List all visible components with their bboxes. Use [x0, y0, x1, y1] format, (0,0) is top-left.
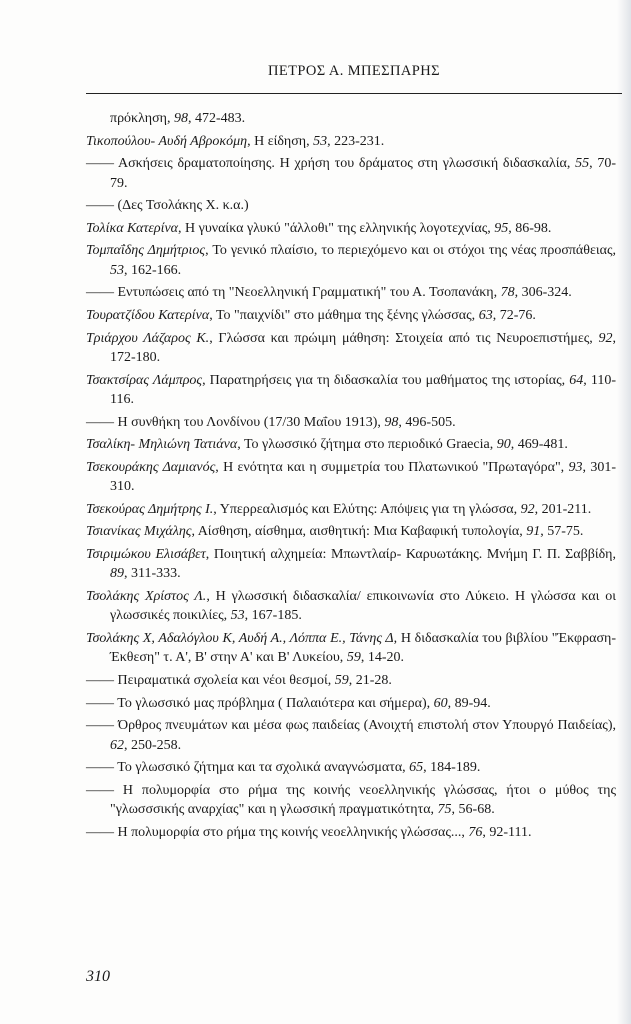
entry-author: Τικοπούλου- Αυδή Αβροκόμη [86, 133, 248, 149]
entry-volume: 65 [409, 760, 424, 776]
entry-pages: , 72-76. [492, 307, 536, 323]
entry-pages: , 14-20. [360, 650, 404, 666]
entry-author: Τσαλίκη- Μηλιώνη Τατιάνα [86, 437, 238, 453]
entry-volume: 53 [110, 262, 124, 278]
entry-title: , Η γλωσσική διδασκαλία/ επικοινωνία στο Λύκειο. Η γλώσσα και οι γλωσσικές ποικιλίες, [110, 588, 616, 624]
repeat-author-dash: —— [86, 198, 118, 214]
entry-title: Η πολυμορφία στο ρήμα της κοινής νεοελληνικής γλώσσας..., [117, 824, 469, 840]
entry-author: Τσολάκης Χρίστος Λ. [86, 588, 207, 604]
index-entry [86, 109, 616, 128]
entry-title: , Υπερρεαλισμός και Ελύτης: Απόψεις για τη γλώσσα, [213, 501, 521, 517]
entry-volume: 92 [520, 501, 535, 517]
entry-author: Τσακτσίρας Λάμπρος [86, 372, 203, 388]
entry-title: Η συνθήκη του Λονδίνου (17/30 Μαΐου 1913), [117, 414, 385, 430]
entry-pages: , 21-28. [348, 672, 392, 688]
entry-volume: 55 [575, 156, 590, 172]
entry-volume: 60 [433, 695, 448, 711]
entry-title: Το γλωσσικό ζήτημα και τα σχολικά αναγνώσματα, [117, 760, 410, 776]
index-entry [86, 694, 616, 713]
index-entry [86, 629, 616, 668]
repeat-author-dash: —— [86, 824, 118, 840]
entry-pages: , 89-94. [447, 695, 491, 711]
entry-pages: , 110-116. [110, 372, 616, 407]
index-entry [86, 587, 616, 626]
entry-title: , Η διδασκαλία του βιβλίου "Έκφραση- Έκθεση" τ. Α', Β' στην Α' και Β' Λυκείου, [110, 630, 616, 666]
entry-pages: , 70-79. [110, 156, 616, 191]
index-entry [86, 306, 616, 325]
entry-title: Το γλωσσικό μας πρόβλημα ( Παλαιότερα και σήμερα), [117, 695, 434, 711]
entry-title: , Παρατηρήσεις για τη διδασκαλία του μαθήματος της ιστορίας, [202, 372, 570, 388]
entry-volume: 91 [526, 524, 541, 540]
index-entry [86, 329, 616, 368]
entry-volume: 98 [384, 414, 399, 430]
entry-volume: 59 [346, 650, 361, 666]
index-entry [86, 154, 616, 193]
entry-pages: , 301-310. [110, 459, 616, 495]
repeat-author-dash: —— [86, 782, 123, 798]
entry-volume: 63 [478, 307, 493, 323]
index-entry [86, 219, 616, 238]
repeat-author-dash: —— [86, 695, 118, 711]
repeat-author-dash: —— [86, 760, 118, 776]
entry-title: , Ποιητική αλχημεία: Μπωντλαίρ- Καρυωτάκης. Μνήμη Γ. Π. Σαββίδη, [205, 546, 616, 562]
entry-title: Όρθρος πνευμάτων και μέσα φως παιδείας (Ανοιχτή επιστολή στον Υπουργό Παιδείας), [117, 718, 617, 734]
entry-author: Τολίκα Κατερίνα [86, 220, 179, 236]
entry-pages: , 56-68. [451, 802, 495, 818]
index-entry [86, 545, 616, 584]
entry-volume: 89 [110, 566, 124, 582]
index-entry [86, 371, 616, 410]
entry-volume: 64 [569, 372, 584, 388]
entry-volume: 90 [496, 437, 511, 453]
repeat-author-dash: —— [86, 718, 118, 734]
repeat-author-dash: —— [86, 414, 118, 430]
entry-pages: , 306-324. [514, 285, 572, 301]
entry-pages: , 92-111. [482, 824, 532, 840]
entry-volume: 59 [334, 672, 349, 688]
index-entry [86, 823, 616, 842]
entry-volume: 53 [230, 608, 245, 624]
entry-pages: , 184-189. [423, 760, 481, 776]
entry-volume: 78 [500, 285, 515, 301]
entry-pages: , 469-481. [510, 437, 568, 453]
entry-pages: , 162-166. [124, 262, 182, 278]
page-number: 310 [86, 968, 110, 985]
entry-title: (Δες Τσολάκης Χ. κ.α.) [117, 198, 249, 214]
entry-title: Ασκήσεις δραματοποίησης. Η χρήση του δράματος στη γλωσσική διδασκαλία, [117, 156, 576, 172]
entry-author: Τσεκουράκης Δαμιανός [86, 459, 216, 475]
index-entry [86, 413, 616, 432]
entry-title: Η πολυμορφία στο ρήμα της κοινής νεοελληνικής γλώσσας, ήτοι ο μύθος της "γλωσσσικής αναρχίας" και η γλωσσική πραγματικότητα, [110, 782, 617, 818]
entry-pages: , 57-75. [540, 524, 584, 540]
entry-title: Εντυπώσεις από τη "Νεοελληνική Γραμματική" του Α. Τσοπανάκη, [117, 285, 501, 301]
entry-title: πρόκληση, [110, 111, 174, 126]
index-entry [86, 716, 616, 755]
entry-volume: 76 [468, 824, 483, 840]
repeat-author-dash: —— [86, 156, 118, 172]
entry-title: , Η είδηση, [247, 133, 314, 149]
entry-title: , Γλώσσα και πρώιμη μάθηση: Στοιχεία από τις Νευροεπιστήμες, [209, 330, 599, 346]
entry-pages: , 311-333. [124, 566, 181, 582]
index-entry [86, 781, 616, 820]
entry-volume: 62 [110, 737, 124, 753]
entry-title: Πειραματικά σχολεία και νέοι θεσμοί, [117, 672, 335, 688]
entry-pages: , 496-505. [398, 414, 456, 430]
index-entry [86, 671, 616, 690]
entry-title: , Το γενικό πλαίσιο, το περιεχόμενο και οι στόχοι της νέας προσπάθειας, [205, 243, 616, 259]
entry-author: Τουρατζίδου Κατερίνα [86, 307, 210, 323]
entry-author: Τσιανίκας Μιχάλης [86, 524, 192, 540]
entry-title: , Το γλωσσικό ζήτημα στο περιοδικό Graecia, [237, 437, 497, 453]
index-entry [86, 458, 616, 497]
entry-pages: , 223-231. [327, 133, 385, 149]
entry-author: Τσολάκης Χ, Αδαλόγλου Κ, Αυδή Α., Λόππα Ε., Τάνης Δ [86, 630, 394, 646]
entry-volume: 98 [173, 111, 188, 126]
entry-author: Τομπαΐδης Δημήτριος [86, 243, 206, 259]
entry-pages: , 172-180. [110, 330, 616, 365]
entry-volume: 93 [568, 459, 583, 475]
index-entry [86, 758, 616, 777]
index-entry [86, 522, 616, 541]
entry-title: , Η ενότητα και η συμμετρία του Πλατωνικού "Πρωταγόρα", [215, 459, 569, 475]
repeat-author-dash: —— [86, 672, 118, 688]
entry-author: Τσιριμώκου Ελισάβετ [86, 546, 206, 562]
index-entry [86, 500, 616, 519]
entry-pages: , 250-258. [124, 737, 182, 753]
index-entry [86, 435, 616, 454]
index-entry [86, 241, 616, 280]
index-entry [86, 283, 616, 302]
entry-pages: , 86-98. [508, 220, 552, 236]
header-rule [86, 93, 622, 94]
entry-pages: , 472-483. [187, 111, 246, 126]
entry-volume: 75 [437, 802, 452, 818]
index-entries [86, 109, 616, 845]
entry-author: Τριάρχου Λάζαρος Κ. [86, 330, 210, 346]
entry-title: , Η γυναίκα γλυκύ "άλλοθι" της ελληνικής λογοτεχνίας, [178, 220, 495, 236]
entry-title: , Αίσθηση, αίσθημα, αισθητική: Μια Καβαφική τυπολογία, [191, 524, 527, 540]
index-entry [86, 196, 616, 215]
running-header: ΠΕΤΡΟΣ Α. ΜΠΕΣΠΑΡΗΣ [268, 63, 440, 79]
entry-author: Τσεκούρας Δημήτρης Ι. [86, 501, 214, 517]
index-entry [86, 132, 616, 151]
entry-title: , Το "παιχνίδι" στο μάθημα της ξένης γλώσσας, [209, 307, 479, 323]
page-edge-shadow [617, 0, 631, 1024]
repeat-author-dash: —— [86, 285, 118, 301]
entry-volume: 53 [313, 133, 328, 149]
entry-volume: 95 [494, 220, 509, 236]
entry-pages: , 201-211. [534, 501, 592, 517]
entry-volume: 92 [598, 330, 613, 346]
entry-pages: , 167-185. [244, 608, 302, 624]
